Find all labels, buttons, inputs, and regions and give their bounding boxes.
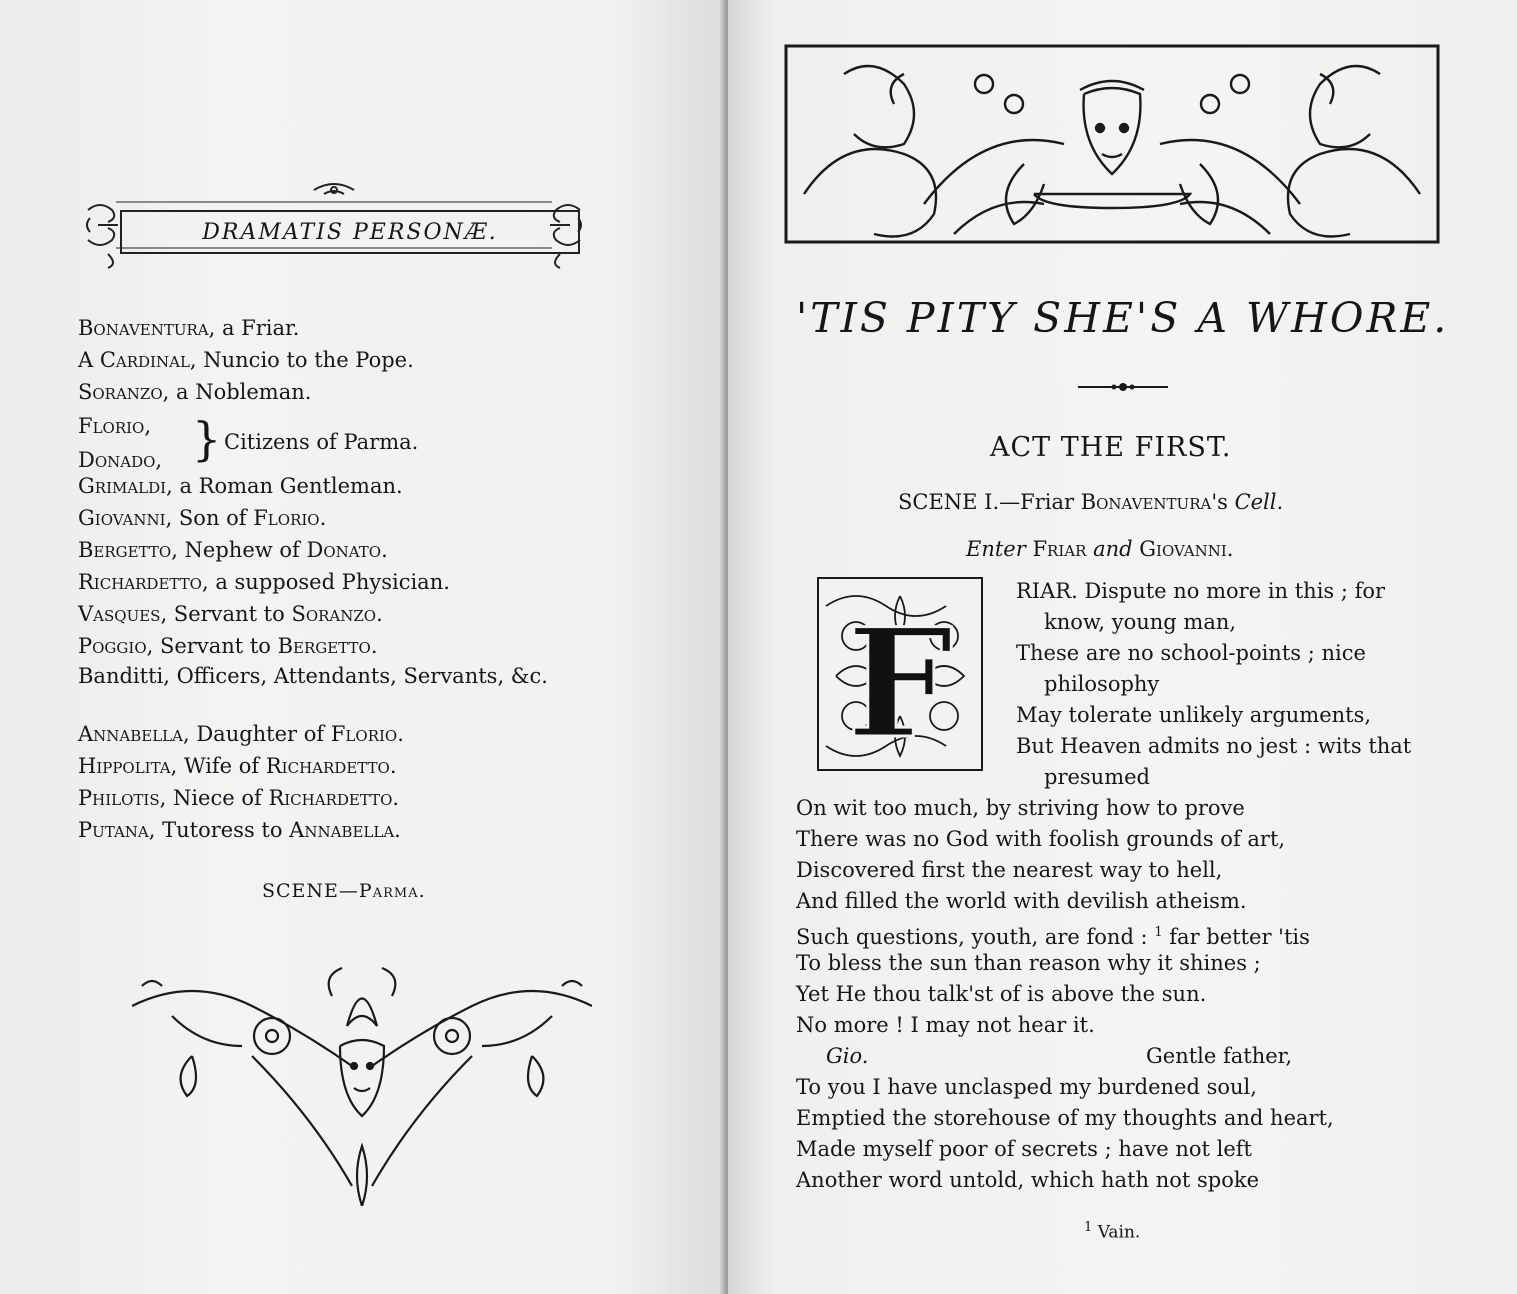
scene-heading: SCENE I.—Friar Bonaventura's Cell. bbox=[898, 490, 1284, 514]
verse-line: To you I have unclasped my burdened soul, bbox=[796, 1075, 1257, 1099]
scene-location: SCENE—Parma. bbox=[262, 880, 426, 902]
floral-tailpiece-ornament bbox=[132, 966, 592, 1206]
cast-entry: Bergetto, Nephew of Donato. bbox=[78, 538, 388, 562]
verse-line: Emptied the storehouse of my thoughts and heart, bbox=[796, 1106, 1334, 1130]
play-title: 'TIS PITY SHE'S A WHORE. bbox=[796, 294, 1450, 342]
cast-entry: Richardetto, a supposed Physician. bbox=[78, 570, 450, 594]
speaker-label: Gio. bbox=[826, 1044, 869, 1068]
cast-entry: A Cardinal, Nuncio to the Pope. bbox=[78, 348, 414, 372]
cast-entry: Bonaventura, a Friar. bbox=[78, 316, 300, 340]
verse-line: RIAR. Dispute no more in this ; for bbox=[1016, 579, 1386, 603]
left-page bbox=[0, 0, 725, 1294]
verse-line: Yet He thou talk'st of is above the sun. bbox=[796, 982, 1207, 1006]
verse-line: presumed bbox=[1044, 765, 1150, 789]
verse-line: There was no God with foolish grounds of art, bbox=[796, 827, 1286, 851]
verse-line: These are no school-points ; nice bbox=[1016, 641, 1366, 665]
grotesque-headpiece-ornament bbox=[784, 44, 1440, 244]
verse-line: Made myself poor of secrets ; have not left bbox=[796, 1137, 1252, 1161]
verse-line: On wit too much, by striving how to prove bbox=[796, 796, 1245, 820]
footnote: $^1$ Vain. bbox=[1084, 1220, 1141, 1243]
cast-entry: Vasques, Servant to Soranzo. bbox=[78, 602, 383, 626]
title-rule-ornament bbox=[1078, 380, 1168, 394]
cast-entry: Banditti, Officers, Attendants, Servants, &c. bbox=[78, 664, 548, 688]
footnote-reference: 1 bbox=[1154, 925, 1163, 940]
verse-line: May tolerate unlikely arguments, bbox=[1016, 703, 1372, 727]
act-heading: ACT THE FIRST. bbox=[990, 432, 1232, 463]
cast-entry: Putana, Tutoress to Annabella. bbox=[78, 818, 401, 842]
cast-entry: Annabella, Daughter of Florio. bbox=[78, 722, 404, 746]
cast-entry: Florio, bbox=[78, 414, 152, 438]
dramatis-personae-heading: DRAMATIS PERSONÆ. bbox=[120, 210, 580, 254]
cast-entry: Poggio, Servant to Bergetto. bbox=[78, 634, 378, 658]
initial-letter-glyph: F bbox=[846, 596, 954, 772]
verse-line: know, young man, bbox=[1044, 610, 1237, 634]
verse-line: philosophy bbox=[1044, 672, 1160, 696]
verse-line: Discovered first the nearest way to hell, bbox=[796, 858, 1223, 882]
verse-line: Such questions, youth, are fond : $^1$ far better 'tis bbox=[796, 925, 1310, 949]
verse-line: To bless the sun than reason why it shines ; bbox=[796, 951, 1261, 975]
verse-line: Another word untold, which hath not spoke bbox=[796, 1168, 1260, 1192]
cast-entry: Giovanni, Son of Florio. bbox=[78, 506, 327, 530]
cast-entry: Hippolita, Wife of Richardetto. bbox=[78, 754, 397, 778]
cast-entry: Grimaldi, a Roman Gentleman. bbox=[78, 474, 403, 498]
verse-line: But Heaven admits no jest : wits that bbox=[1016, 734, 1412, 758]
stage-direction: Enter Friar and Giovanni. bbox=[966, 537, 1234, 561]
cast-entry: Donado, bbox=[78, 448, 163, 472]
verse-line: No more ! I may not hear it. bbox=[796, 1013, 1095, 1037]
verse-line: And filled the world with devilish atheism. bbox=[796, 889, 1247, 913]
cast-entry: Soranzo, a Nobleman. bbox=[78, 380, 312, 404]
cast-entry: Philotis, Niece of Richardetto. bbox=[78, 786, 400, 810]
brace-label: Citizens of Parma. bbox=[224, 430, 419, 454]
decorated-initial-letter bbox=[816, 576, 984, 772]
verse-line: Gentle father, bbox=[1146, 1044, 1293, 1068]
brace-symbol: } bbox=[192, 412, 222, 466]
